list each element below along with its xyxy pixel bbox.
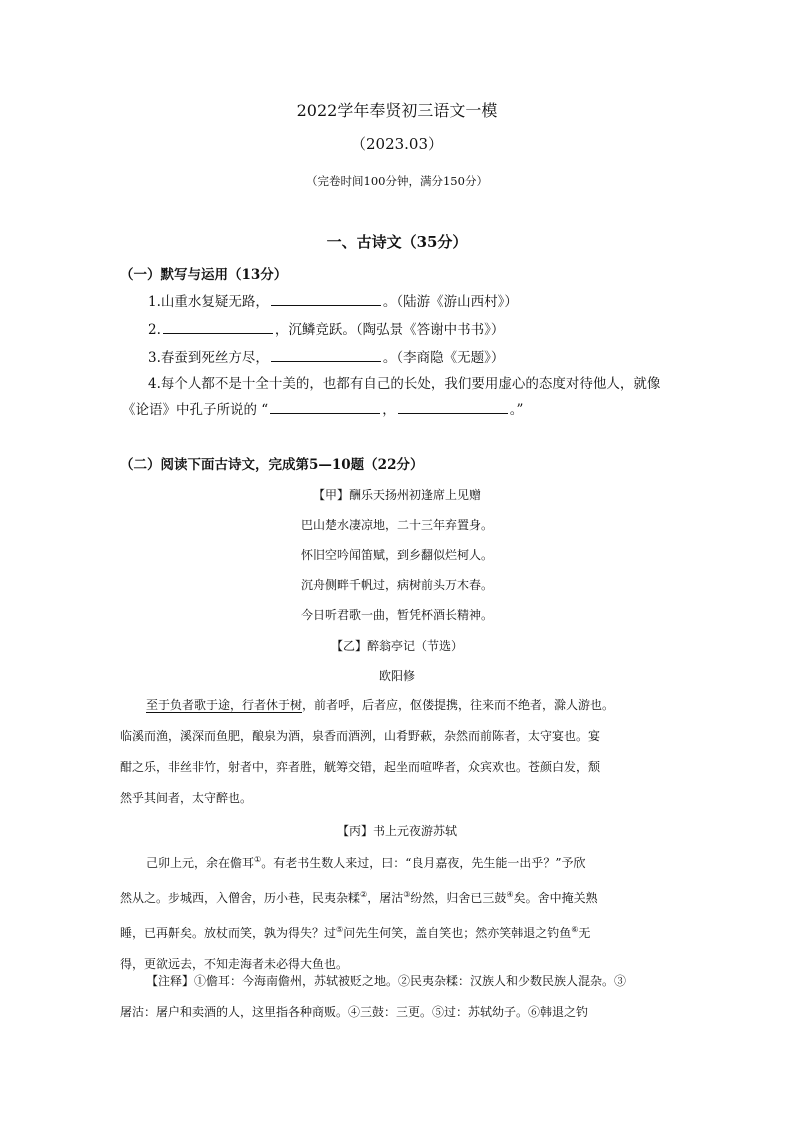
question-4-comma: ，	[382, 402, 396, 418]
question-4-line-2	[122, 398, 523, 418]
note-line: 屠沽：屠户和卖酒的人，这里指各种商贩。④三鼓：三更。⑤过：苏轼幼子。⑥韩退之钓	[120, 1005, 589, 1019]
question-4-text: 《论语》中孔子所说的 “	[122, 402, 269, 418]
bing-text	[120, 844, 680, 980]
footnote-mark: ③	[403, 890, 411, 899]
bing-segment: 。有老书生数人来过，曰：“良月嘉夜，先生能一出乎？”予欣	[261, 856, 586, 870]
exam-title: 2022学年奉贤初三语文一模	[296, 101, 498, 120]
exam-info: （完卷时间100分钟，满分150分）	[306, 174, 488, 188]
essay-author: 欧阳修	[378, 669, 415, 683]
bing-segment: 无	[578, 926, 591, 940]
essay-line: 然乎其间者，太守醉也。	[120, 791, 253, 805]
note-line	[120, 966, 680, 997]
answer-blank[interactable]	[270, 401, 380, 414]
footnote-mark: ②	[360, 890, 368, 899]
poem-line: 沉舟侧畔千帆过，病树前头万木春。	[300, 578, 493, 592]
bing-line: 得，更欲远去，不知走海者未必得大鱼也。	[120, 957, 349, 971]
part2-heading: （二）阅读下面古诗文，完成第5—10题（22分）	[120, 457, 424, 473]
notes	[120, 966, 680, 1028]
answer-blank[interactable]	[271, 349, 381, 362]
exam-date: （2023.03）	[350, 135, 444, 153]
section-title: 一、古诗文（35分）	[326, 233, 468, 251]
bing-segment: 矣。舍中掩关熟	[513, 891, 598, 905]
essay-line: 酣之乐，非丝非竹，射者中，弈者胜，觥筹交错，起坐而喧哗者，众宾欢也。苍颜白发，颓	[120, 760, 601, 774]
bing-line	[120, 879, 680, 914]
question-2-text: 2.	[148, 322, 161, 338]
poem-line: 今日听君歌一曲，暂凭杯酒长精神。	[300, 608, 493, 622]
bing-line	[120, 914, 680, 949]
question-3	[148, 346, 504, 366]
question-4-end: 。”	[509, 402, 524, 418]
bing-segment: 纷然，归舍已三鼓	[410, 891, 507, 905]
question-1-text: 1.山重水复疑无路，	[148, 294, 269, 310]
bing-segment: 然从之。步城西，入僧舍，历小巷，民夷杂糅	[120, 891, 361, 905]
essay-line	[120, 690, 680, 721]
footnote-mark: ⑤	[336, 925, 344, 934]
footnote-mark: ⑥	[571, 925, 579, 934]
footnote-mark: ①	[254, 855, 262, 864]
question-4-line-1: 4.每个人都不是十全十美的，也都有自己的长处，我们要用虚心的态度对待他人，就像	[148, 376, 661, 392]
essay-line-1-rest: ，前者呼，后者应，伛偻提携，往来而不绝者，滁人游也。	[302, 698, 615, 712]
poem-title: 【甲】酬乐天扬州初逢席上见赠	[312, 488, 481, 502]
bing-segment: 己卯上元，余在儋耳	[146, 856, 255, 870]
question-1-source: 。（陆游《游山西村》）	[382, 294, 518, 310]
underlined-sentence: 至于负者歌于途，行者休于树	[146, 698, 303, 712]
poem-line: 巴山楚水凄凉地，二十三年弃置身。	[300, 518, 493, 532]
answer-blank[interactable]	[271, 293, 381, 306]
question-2-source: ，沉鳞竞跃。（陶弘景《答谢中书书》）	[274, 322, 505, 338]
answer-blank[interactable]	[398, 401, 508, 414]
note-line-1: 【注释】①儋耳：今海南儋州，苏轼被贬之地。②民夷杂糅：汉族人和少数民族人混杂。③	[146, 974, 627, 988]
question-3-text: 3.春蚕到死丝方尽，	[148, 350, 269, 366]
question-3-source: 。（李商隐《无题》）	[382, 350, 505, 366]
bing-title: 【丙】书上元夜游苏轼	[336, 824, 457, 838]
answer-blank[interactable]	[163, 321, 273, 334]
bing-segment: ，屠沽	[367, 891, 404, 905]
bing-segment: 问先生何笑，盖自笑也；然亦笑韩退之钓鱼	[343, 926, 572, 940]
essay-line: 临溪而渔，溪深而鱼肥，酿泉为酒，泉香而酒洌，山肴野蔌，杂然而前陈者，太守宴也。宴	[120, 729, 601, 743]
question-2	[148, 318, 504, 338]
poem-line: 怀旧空吟闻笛赋，到乡翻似烂柯人。	[300, 548, 493, 562]
essay-text	[120, 690, 680, 814]
bing-segment: 睡，已再鼾矣。放杖而笑，孰为得失？过	[120, 926, 337, 940]
footnote-mark: ④	[506, 890, 514, 899]
part1-heading: （一）默写与运用（13分）	[120, 267, 288, 283]
essay-title: 【乙】醉翁亭记（节选）	[330, 639, 463, 653]
question-1	[148, 290, 518, 310]
bing-line	[120, 844, 680, 879]
